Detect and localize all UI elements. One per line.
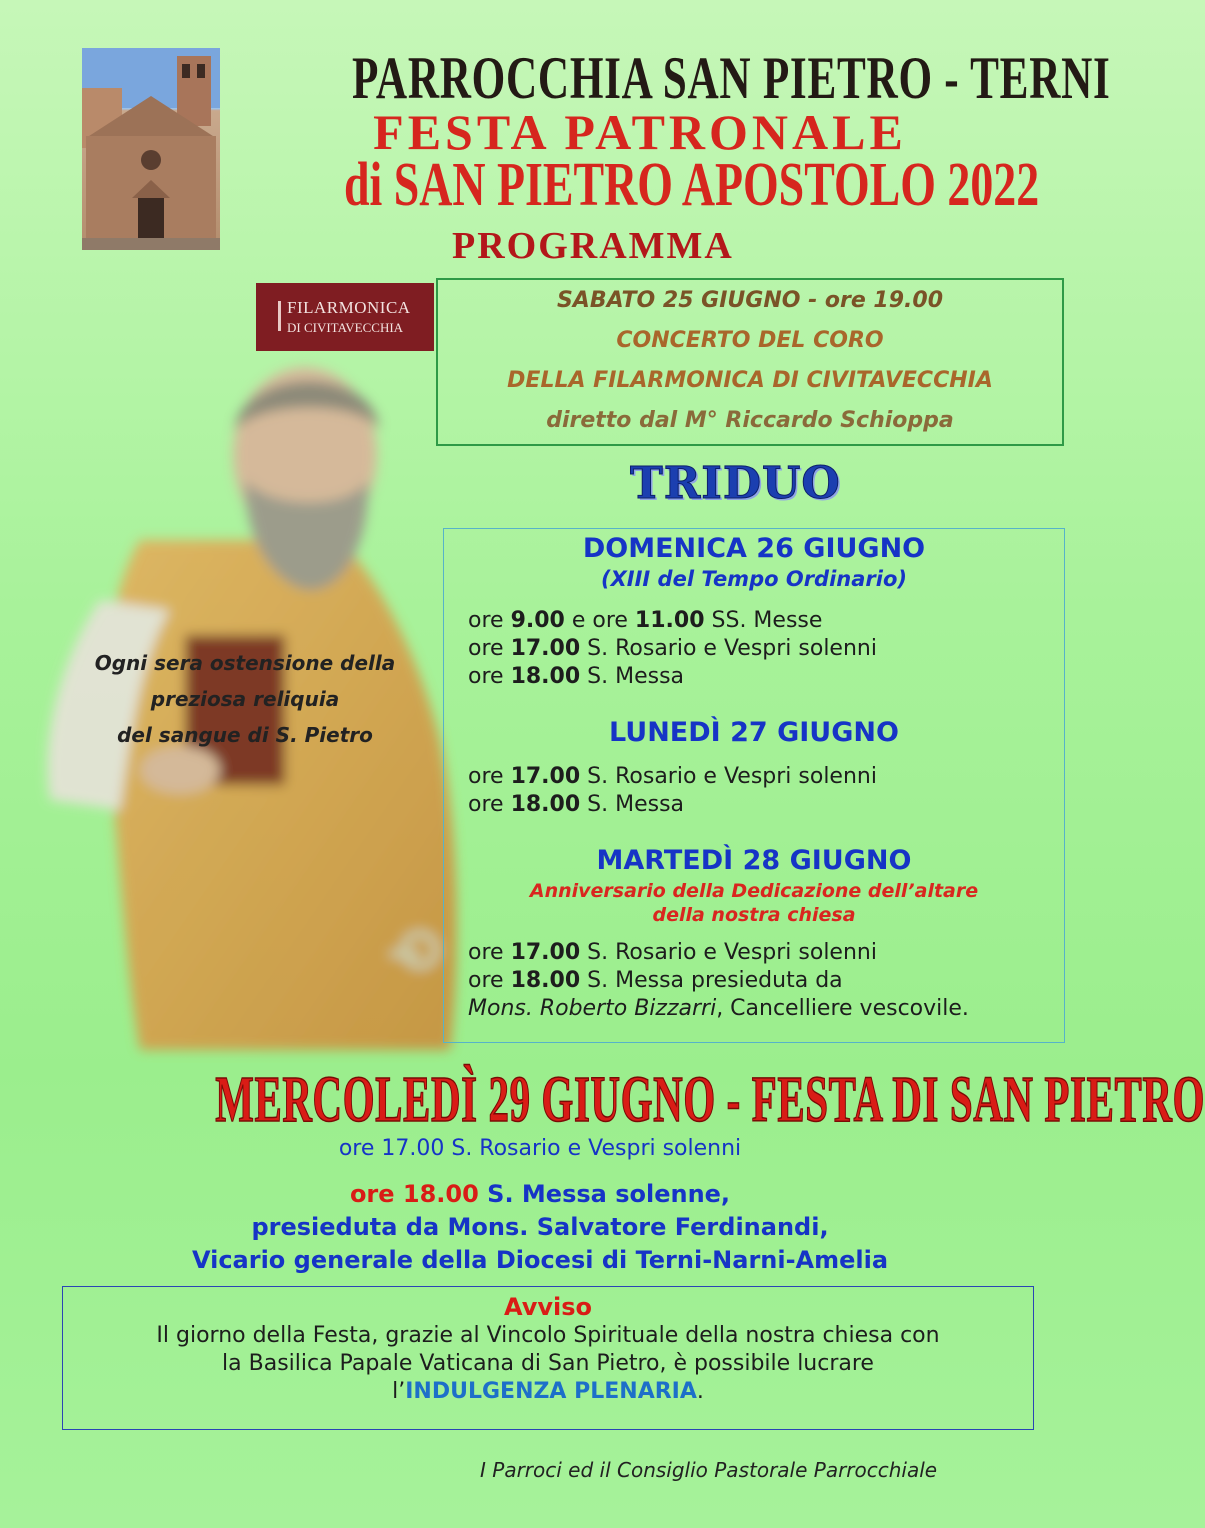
plenary-indulgence-text: INDULGENZA PLENARIA: [405, 1379, 697, 1404]
notice-line: la Basilica Papale Vaticana di San Pietro, è possibile lucrare: [222, 1351, 874, 1376]
day-note: della nostra chiesa: [652, 904, 856, 926]
signature: I Parroci ed il Consiglio Pastorale Parrocchiale: [480, 1458, 938, 1482]
day-heading: MARTEDÌ 28 GIUGNO: [596, 845, 912, 876]
logo-line2: DI CIVITAVECCHIA: [287, 320, 404, 335]
church-photo: [82, 48, 220, 250]
concert-box: [436, 278, 1064, 446]
notice-line: l’INDULGENZA PLENARIA.: [392, 1379, 704, 1404]
schedule-line: ore 9.00 e ore 11.00 SS. Messe: [468, 608, 823, 633]
concert-line: CONCERTO DEL CORO: [616, 328, 884, 353]
programma-title: PROGRAMMA: [452, 225, 734, 267]
day-heading: DOMENICA 26 GIUGNO: [582, 533, 926, 564]
day-heading: LUNEDÌ 27 GIUGNO: [609, 717, 899, 748]
filarmonica-logo: [256, 283, 434, 351]
triduo-title: TRIDUO: [630, 458, 841, 509]
relic-note-line: del sangue di S. Pietro: [117, 723, 373, 747]
feast-mass-presider: presieduta da Mons. Salvatore Ferdinandi,: [251, 1213, 829, 1241]
feast-mass-line: ore 18.00 S. Messa solenne,: [349, 1180, 731, 1208]
feast-day-heading: MERCOLEDÌ 29 GIUGNO - FESTA DI SAN PIETRO: [215, 1063, 1205, 1136]
concert-line: DELLA FILARMONICA DI CIVITAVECCHIA: [507, 368, 993, 393]
saint-year-title: di SAN PIETRO APOSTOLO 2022: [344, 151, 1040, 219]
feast-mass-presider-role: Vicario generale della Diocesi di Terni-Narni-Amelia: [191, 1246, 889, 1274]
day-note: Anniversario della Dedicazione dell’altare: [529, 880, 979, 902]
day-subheading: (XIII del Tempo Ordinario): [601, 567, 907, 591]
schedule-line: ore 18.00 S. Messa presieduta da: [468, 968, 843, 993]
notice-line: Il giorno della Festa, grazie al Vincolo Spirituale della nostra chiesa con: [156, 1323, 940, 1348]
schedule-line: ore 18.00 S. Messa: [468, 664, 685, 689]
feast-mass-time: ore 18.00: [349, 1180, 479, 1208]
concert-director: diretto dal M° Riccardo Schioppa: [546, 408, 954, 433]
relic-note-line: preziosa reliquia: [150, 687, 340, 711]
relic-note: [60, 645, 430, 753]
relic-note-line: Ogni sera ostensione della: [94, 651, 396, 675]
notice-title: Avviso: [503, 1293, 592, 1321]
concert-date: SABATO 25 GIUGNO - ore 19.00: [556, 288, 944, 313]
festa-patronale-title: FESTA PATRONALE: [373, 104, 907, 160]
schedule-line: Mons. Roberto Bizzarri, Cancelliere vescovile.: [468, 996, 969, 1021]
triduo-schedule-box: [443, 528, 1065, 1043]
schedule-line: ore 17.00 S. Rosario e Vespri solenni: [468, 940, 877, 965]
schedule-line: ore 18.00 S. Messa: [468, 792, 685, 817]
logo-line1: FILARMONICA: [287, 298, 411, 317]
schedule-line: ore 17.00 S. Rosario e Vespri solenni: [468, 636, 877, 661]
parish-title: PARROCCHIA SAN PIETRO - TERNI: [352, 45, 1111, 111]
notice-box: [62, 1286, 1034, 1430]
feast-rosario-line: ore 17.00 S. Rosario e Vespri solenni: [338, 1136, 742, 1161]
schedule-line: ore 17.00 S. Rosario e Vespri solenni: [468, 764, 877, 789]
